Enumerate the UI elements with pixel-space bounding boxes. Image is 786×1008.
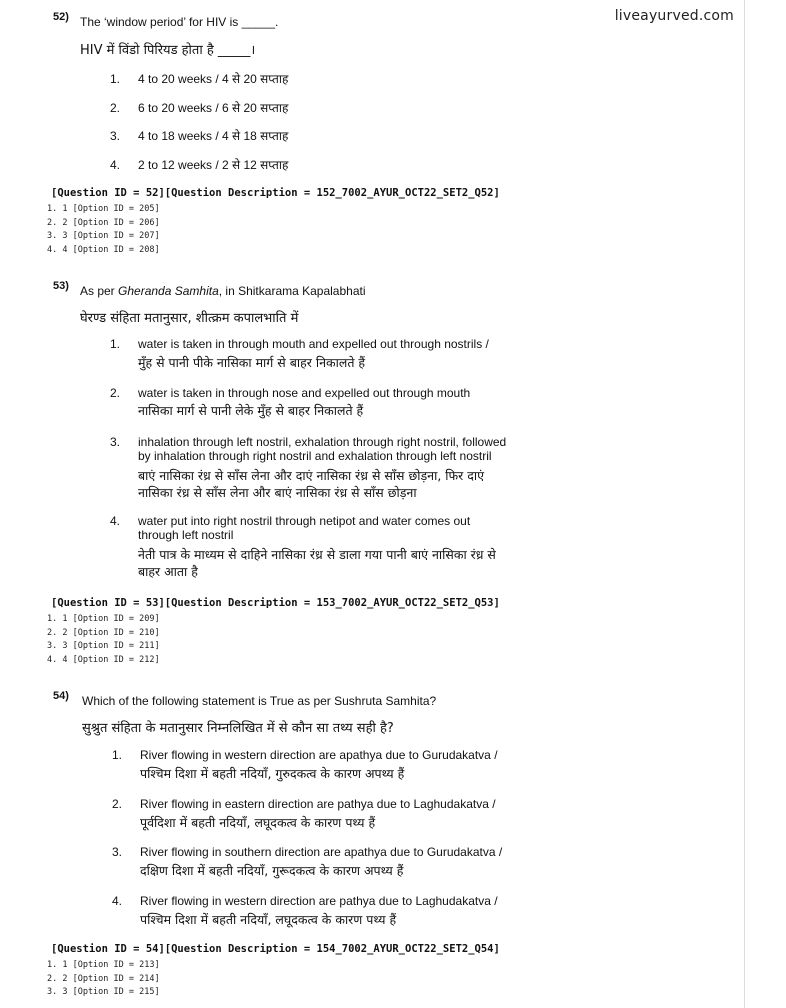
option-text-en: River flowing in western direction are pathya due to Laghudakatva / xyxy=(140,894,498,908)
option-text-en: water is taken in through nose and expelled out through mouth xyxy=(138,386,471,400)
option-id: 1. 1 [Option ID = 209] xyxy=(47,614,160,624)
question-number: 53) xyxy=(53,280,69,292)
question-text-hi: सुश्रुत संहिता के मतानुसार निम्नलिखित में से कौन सा तथ्य सही है? xyxy=(82,721,394,736)
question-text-en: Which of the following statement is True as per Sushruta Samhita? xyxy=(82,694,437,708)
option-text-hi: मुँह से पानी पीके नासिका मार्ग से बाहर निकालते हैं xyxy=(138,355,366,370)
option-number: 1. xyxy=(112,748,123,762)
option-text-hi: पश्चिम दिशा में बहती नदियाँ, गुरुदकत्व के कारण अपथ्य हैं xyxy=(140,766,405,781)
option-text-hi: पूर्वदिशा में बहती नदियाँ, लघूदकत्व के कारण पथ्य हैं xyxy=(140,815,376,830)
option-text-en: water is taken in through mouth and expelled out through nostrils / xyxy=(138,337,489,351)
option-number: 2. xyxy=(110,101,121,115)
question-number: 54) xyxy=(53,690,69,702)
option-number: 4. xyxy=(110,158,121,172)
option-text-hi: बाहर आता है xyxy=(138,564,198,579)
option-text-hi: पश्चिम दिशा में बहती नदियाँ, लघूदकत्व के कारण पथ्य हैं xyxy=(140,912,397,927)
option-text-en: by inhalation through right nostril and exhalation through left nostril xyxy=(138,449,492,463)
option-id: 3. 3 [Option ID = 211] xyxy=(47,641,160,651)
option-text: 4 to 20 weeks / 4 से 20 सप्ताह xyxy=(138,72,289,86)
option-text-hi: बाएं नासिका रंध्र से साँस लेना और दाएं नासिका रंध्र से साँस छोड़ना, फिर दाएं xyxy=(138,468,485,483)
option-text-en: through left nostril xyxy=(138,528,234,542)
option-id: 1. 1 [Option ID = 213] xyxy=(47,960,160,970)
option-text: 4 to 18 weeks / 4 से 18 सप्ताह xyxy=(138,129,289,143)
option-id: 2. 2 [Option ID = 206] xyxy=(47,217,160,228)
option-text: 6 to 20 weeks / 6 से 20 सप्ताह xyxy=(138,101,289,115)
option-id: 1. 1 [Option ID = 205] xyxy=(47,204,160,214)
option-id-list xyxy=(47,959,160,1000)
page-divider-line xyxy=(744,0,745,1008)
option-number: 1. xyxy=(110,337,121,351)
option-id: 4. 4 [Option ID = 208] xyxy=(47,244,160,255)
option-id-list xyxy=(47,203,160,257)
option-id: 4. 4 [Option ID = 212] xyxy=(47,654,160,665)
option-text-hi: दक्षिण दिशा में बहती नदियाँ, गुरूदकत्व के कारण अपथ्य हैं xyxy=(140,863,404,878)
option-number: 3. xyxy=(110,129,121,143)
option-number: 3. xyxy=(110,435,121,449)
option-number: 2. xyxy=(110,386,121,400)
option-number: 4. xyxy=(110,514,121,528)
option-id: 2. 2 [Option ID = 210] xyxy=(47,627,160,638)
option-number: 3. xyxy=(112,845,123,859)
option-id: 3. 3 [Option ID = 215] xyxy=(47,987,160,997)
question-number: 52) xyxy=(53,11,69,23)
option-number: 1. xyxy=(110,72,121,86)
option-text-en: River flowing in eastern direction are pathya due to Laghudakatva / xyxy=(140,797,496,811)
option-text-hi: नासिका मार्ग से पानी लेके मुँह से बाहर निकालते हैं xyxy=(138,403,364,418)
option-text-en: River flowing in western direction are apathya due to Gurudakatva / xyxy=(140,748,498,762)
option-text-en: water put into right nostril through netipot and water comes out xyxy=(138,514,471,528)
option-text-en: inhalation through left nostril, exhalation through right nostril, followed xyxy=(138,435,507,449)
question-meta: [Question ID = 52][Question Description = 152_7002_AYUR_OCT22_SET2_Q52] xyxy=(51,187,500,199)
question-text-hi: घेरण्ड संहिता मतानुसार, शीत्क्रम कपालभाति में xyxy=(80,311,299,326)
option-text: 2 to 12 weeks / 2 से 12 सप्ताह xyxy=(138,158,289,172)
watermark: liveayurved.com xyxy=(614,8,734,24)
question-text-hi: HIV में विंडो पिरियड होता है _____। xyxy=(80,43,256,58)
option-id-list xyxy=(47,613,160,667)
question-meta: [Question ID = 54][Question Description = 154_7002_AYUR_OCT22_SET2_Q54] xyxy=(51,943,500,955)
option-text-en: River flowing in southern direction are apathya due to Gurudakatva / xyxy=(140,845,503,859)
question-text-en: As per Gheranda Samhita, in Shitkarama Kapalabhati xyxy=(80,284,366,298)
option-number: 2. xyxy=(112,797,123,811)
option-id: 2. 2 [Option ID = 214] xyxy=(47,973,160,984)
option-number: 4. xyxy=(112,894,123,908)
option-text-hi: नेती पात्र के माध्यम से दाहिने नासिका रंध्र से डाला गया पानी बाएं नासिका रंध्र से xyxy=(138,547,496,562)
question-meta: [Question ID = 53][Question Description = 153_7002_AYUR_OCT22_SET2_Q53] xyxy=(51,597,500,609)
option-id: 3. 3 [Option ID = 207] xyxy=(47,231,160,241)
question-text-en: The ‘window period’ for HIV is _____. xyxy=(80,15,279,29)
option-text-hi: नासिका रंध्र से साँस लेना और बाएं नासिका रंध्र से साँस छोड़ना xyxy=(138,485,417,500)
